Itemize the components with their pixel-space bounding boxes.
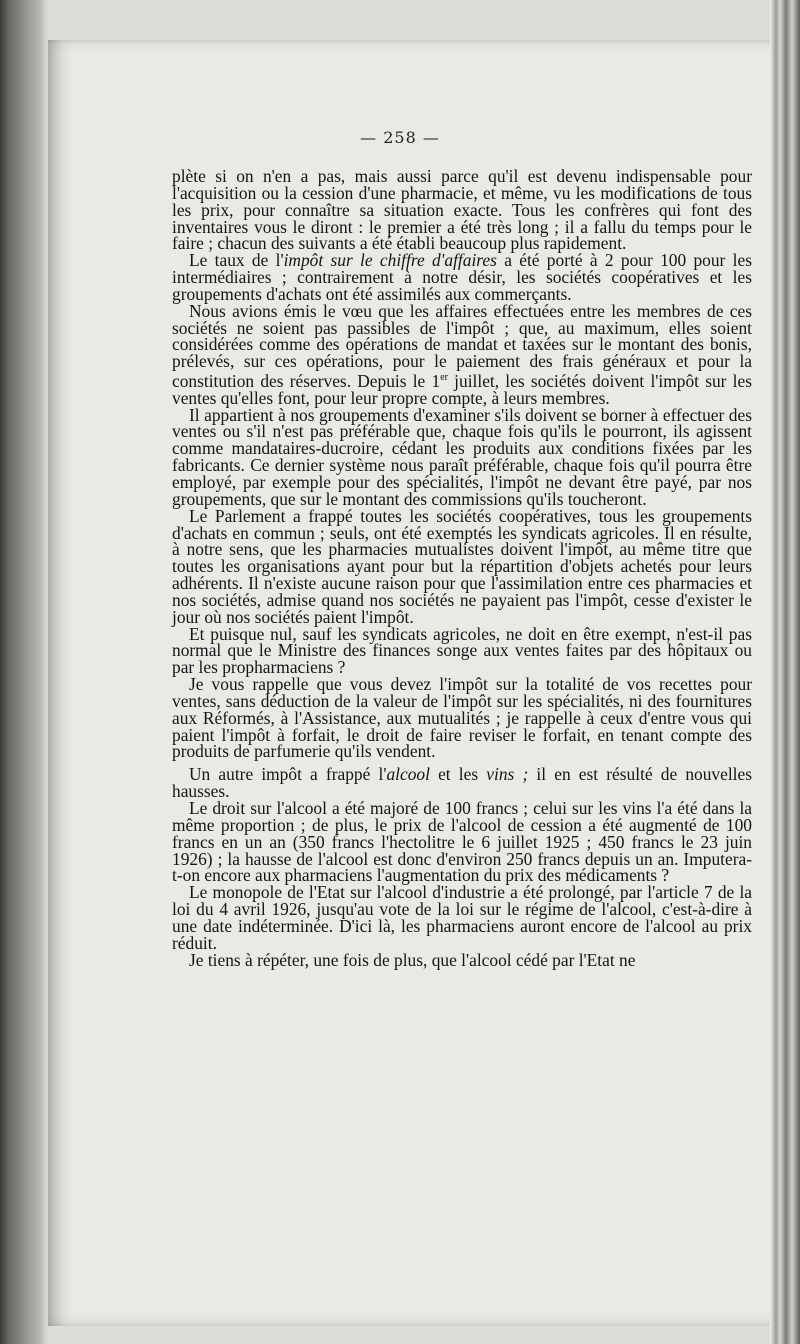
paragraph-10: Le monopole de l'Etat sur l'alcool d'industrie a été prolongé, par l'article 7 de la loi du 4 avril 1926, jusqu'au vote de la loi sur le régime de l'alcool, c'est-à-dire à une date indéterminée. D'ici là, les pharmaciens auront encore de l'alcool au prix réduit. — [172, 882, 752, 953]
paragraph-4: Il appartient à nos groupements d'examiner s'ils doivent se borner à effectuer des ventes ou s'il n'est pas préférable que, chaque fois qu'ils le pourront, ils agissent comme mandataires-ducroire, cédant les produits aux conditions fixées par les fabricants. Ce dernier système nous paraît préférable, chaque fois qu'il pourra être employé, par exemple pour des spécialités, l'impôt ne devant être payé, par nos groupements, que sur le montant des commissions qu'ils toucheront. — [172, 404, 752, 509]
paragraph-3: Nous avions émis le vœu que les affaires effectuées entre les membres de ces sociétés ne soient pas passibles de l'impôt ; que, au maximum, elles soient considérées comme des opérations de mandat et taxées sur le montant des bonis, prélevés, sur ces opérations, pour le paiement des frais généraux et pour la constitution des réserves. Depuis le 1er juillet, les sociétés doivent l'impôt sur les ventes qu'elles font, pour leur propre compte, à leurs membres. — [172, 300, 752, 408]
paragraph-5: Le Parlement a frappé toutes les sociétés coopératives, tous les groupements d'achats en commun ; seuls, ont été exemptés les syndicats agricoles. Il en résulte, à notre sens, que les pharmacies mutualistes doivent l'impôt, au même titre que toutes les organisations ayant pour but la répartition d'objets achetés pour leurs adhérents. Il n'existe aucune raison pour que l'assimilation entre ces pharmacies et nos sociétés, admise quand nos sociétés ne payaient pas l'impôt, cesse d'exister le jour où nos sociétés paient l'impôt. — [172, 505, 752, 627]
page-number: — 258 — — [360, 128, 440, 147]
body-text — [172, 168, 752, 968]
emphasis-impot: impôt sur le chiffre d'affaires — [283, 250, 497, 271]
paragraph-7: Je vous rappelle que vous devez l'impôt sur la totalité de vos recettes pour ventes, sans déduction de la valeur de l'impôt sur les spécialités, ni des fournitures aux Réformés, à l'Assistance, aux mutualités ; je rappelle à ceux d'entre vous qui paient l'impôt à forfait, le droit de faire reviser le forfait, en tenant compte des produits de parfumerie qu'ils vendent. — [172, 674, 752, 762]
page-edges — [770, 0, 800, 1344]
paragraph-2: Le taux de l'impôt sur le chiffre d'affaires a été porté à 2 pour 100 pour les intermédiaires ; contrairement à notre désir, les sociétés coopératives et les groupements d'achats ont été assimilés aux commerçants. — [172, 250, 752, 304]
emphasis-vins: vins ; — [486, 764, 529, 785]
paragraph-6: Et puisque nul, sauf les syndicats agricoles, ne doit en être exempt, n'est-il pas normal que le Ministre des finances songe aux ventes faites par des hôpitaux ou par les propharmaciens ? — [172, 623, 752, 678]
paragraph-9: Le droit sur l'alcool a été majoré de 100 francs ; celui sur les vins l'a été dans la même proportion ; de plus, le prix de l'alcool de cession a été augmenté de 100 francs en un an (350 francs l'hectolitre le 6 juillet 1925 ; 450 francs le 23 juin 1926) ; la hausse de l'alcool est donc d'environ 250 francs depuis un an. Imputera-t-on encore aux pharmaciens l'augmentation du prix des médicaments ? — [172, 798, 752, 886]
paragraph-11: Je tiens à répéter, une fois de plus, que l'alcool cédé par l'Etat ne — [189, 949, 636, 970]
paragraph-1: plète si on n'en a pas, mais aussi parce qu'il est devenu indispensable pour l'acquisition ou la cession d'une pharmacie, et même, vu les modifications de tous les prix, pour connaître sa situation exacte. Tous les confrères qui font des inventaires vous le diront : le premier a été très long ; il a fallu du temps pour le faire ; chacun des suivants a été établi beaucoup plus rapidement. — [172, 166, 752, 254]
paragraph-8: Un autre impôt a frappé l'alcool et les vins ; il en est résulté de nouvelles hausses. — [172, 764, 752, 802]
emphasis-alcool: alcool — [386, 764, 430, 785]
